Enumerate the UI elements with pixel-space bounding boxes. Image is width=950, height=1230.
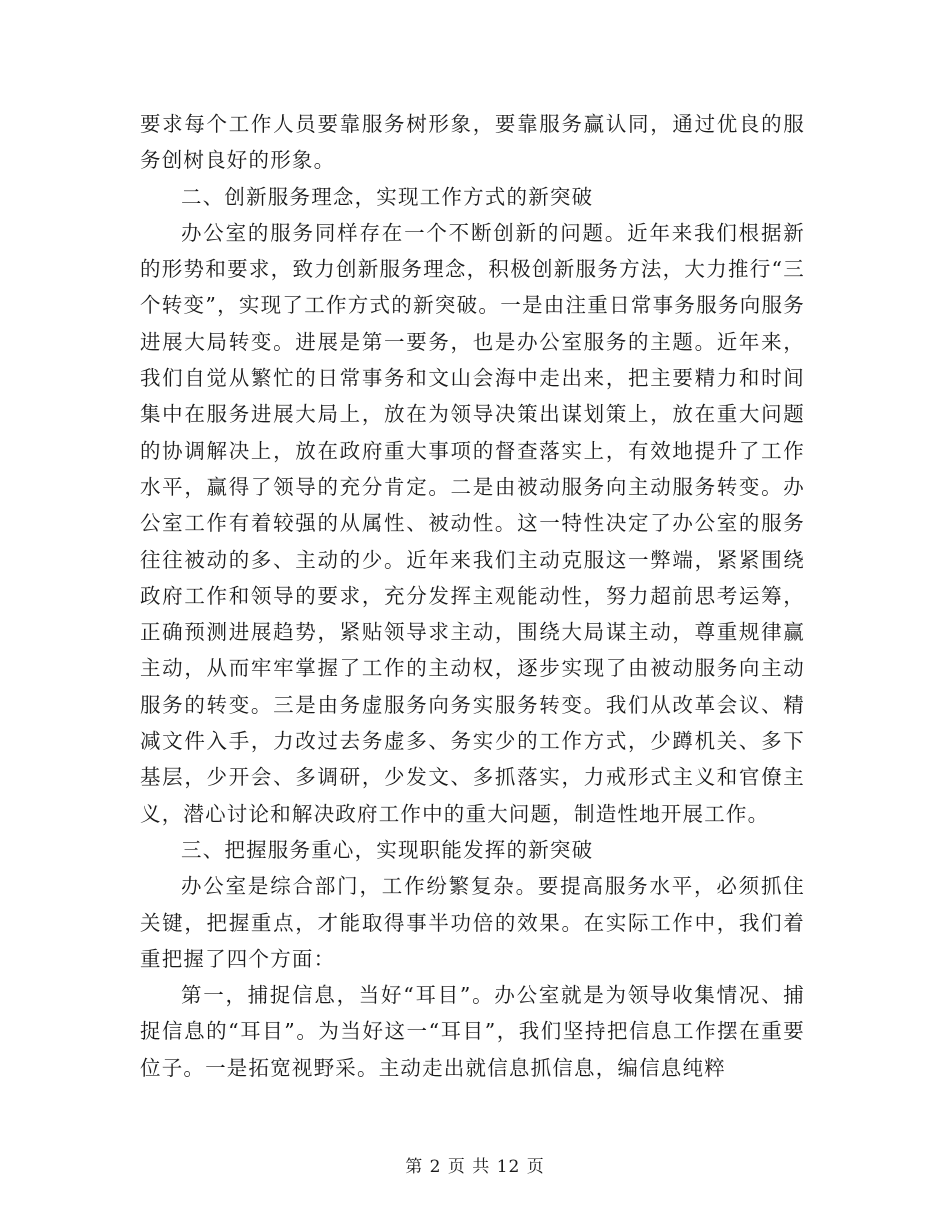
- paragraph: 办公室的服务同样存在一个不断创新的问题。近年来我们根据新的形势和要求，致力创新服务理念，积极创新服务方法，大力推行“三个转变”，实现了工作方式的新突破。一是由注重日常事务服务向服务进展大局转变。进展是第一要务，也是办公室服务的主题。近年来，我们自觉从繁忙的日常事务和文山会海中走出来，把主要精力和时间集中在服务进展大局上，放在为领导决策出谋划策上，放在重大问题的协调解决上，放在政府重大事项的督查落实上，有效地提升了工作水平，赢得了领导的充分肯定。二是由被动服务向主动服务转变。办公室工作有着较强的从属性、被动性。这一特性决定了办公室的服务往往被动的多、主动的少。近年来我们主动克服这一弊端，紧紧围绕政府工作和领导的要求，充分发挥主观能动性，努力超前思考运筹，正确预测进展趋势，紧贴领导求主动，围绕大局谋主动，尊重规律赢主动，从而牢牢掌握了工作的主动权，逐步实现了由被动服务向主动服务的转变。三是由务虚服务向务实服务转变。我们从改革会议、精减文件入手，力改过去务虚多、务实少的工作方式，少蹲机关、多下基层，少开会、多调研，少发文、多抓落实，力戒形式主义和官僚主义，潜心讨论和解决政府工作中的重大问题，制造性地开展工作。: [140, 220, 805, 826]
- section-heading: 二、创新服务理念，实现工作方式的新突破: [181, 184, 594, 209]
- section-heading: 三、把握服务重心，实现职能发挥的新突破: [181, 837, 594, 862]
- document-body: [140, 106, 805, 1086]
- page-number-footer: 第 2 页 共 12 页: [405, 1157, 545, 1177]
- paragraph: 办公室是综合部门，工作纷繁复杂。要提高服务水平，必须抓住关键，把握重点，才能取得事半功倍的效果。在实际工作中，我们着重把握了四个方面：: [140, 874, 805, 971]
- paragraph: 要求每个工作人员要靠服务树形象，要靠服务赢认同，通过优良的服务创树良好的形象。: [140, 112, 805, 173]
- paragraph: 第一，捕捉信息，当好“耳目”。办公室就是为领导收集情况、捕捉信息的“耳目”。为当好这一“耳目”，我们坚持把信息工作摆在重要位子。一是拓宽视野采。主动走出就信息抓信息，编信息纯粹: [140, 983, 805, 1080]
